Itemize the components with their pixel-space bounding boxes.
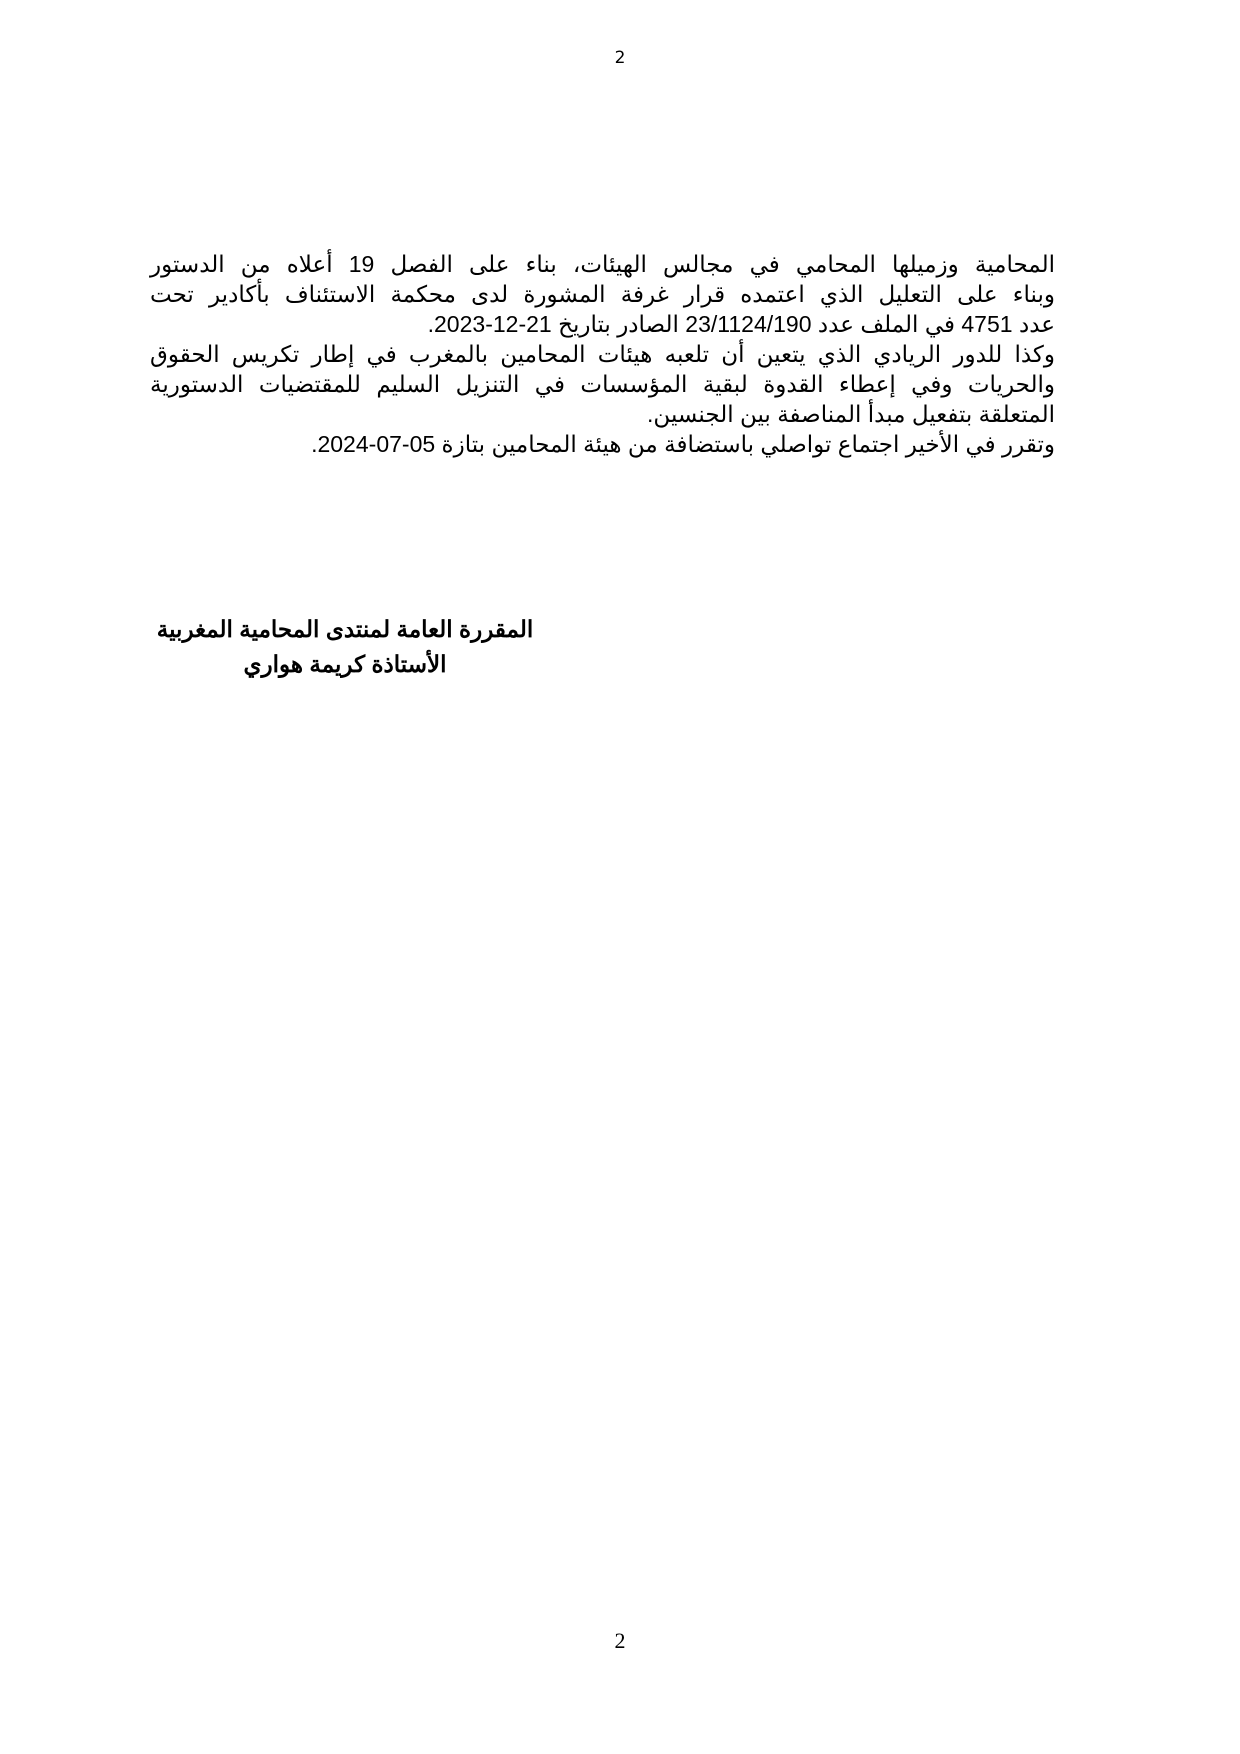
footer-page-number: 2 xyxy=(614,1628,626,1653)
body-line: المتعلقة بتفعيل مبدأ المناصفة بين الجنسين. xyxy=(647,401,1055,427)
body-line: والحريات وفي إعطاء القدوة لبقية المؤسسات في التنزيل السليم للمقتضيات الدستورية xyxy=(150,371,1055,397)
signature-block xyxy=(120,612,570,682)
header-page-number: 2 xyxy=(614,48,626,68)
body-line: وكذا للدور الريادي الذي يتعين أن تلعبه هيئات المحامين بالمغرب في إطار تكريس الحقوق xyxy=(150,341,1055,367)
body-line: عدد 4751 في الملف عدد 23/1124/190 الصادر بتاريخ 21-12-2023. xyxy=(427,311,1055,337)
signature-name: الأستاذة كريمة هواري xyxy=(243,651,447,677)
body-line: المحامية وزميلها المحامي في مجالس الهيئات، بناء على الفصل 19 أعلاه من الدستور xyxy=(150,251,1055,277)
body-paragraphs xyxy=(150,249,1055,459)
signature-title: المقررة العامة لمنتدى المحامية المغربية xyxy=(156,616,534,642)
body-line: وبناء على التعليل الذي اعتمده قرار غرفة المشورة لدى محكمة الاستئناف بأكادير تحت xyxy=(150,281,1055,307)
body-line: وتقرر في الأخير اجتماع تواصلي باستضافة من هيئة المحامين بتازة 05-07-2024. xyxy=(311,431,1055,457)
